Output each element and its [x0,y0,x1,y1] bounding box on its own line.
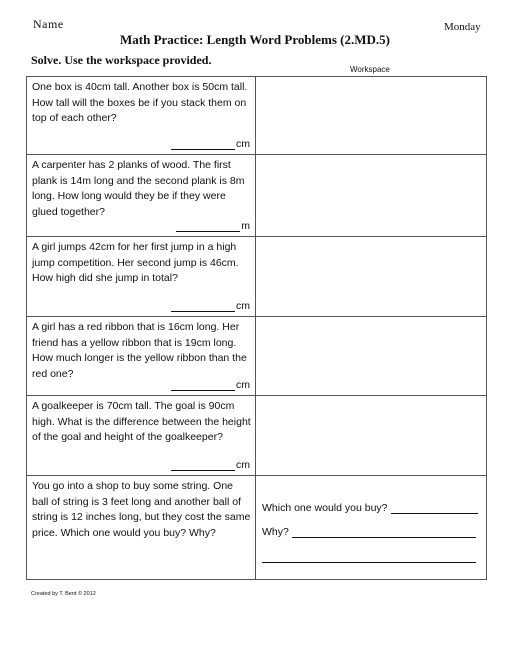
question-text: A girl has a red ribbon that is 16cm long. Her friend has a yellow ribbon that is 19cm long. How much longer is the yellow ribbon than the red one? [32,321,247,380]
question-cell [27,317,256,396]
question-cell [27,476,256,580]
answer-line[interactable] [171,459,250,471]
problem-row [27,237,487,317]
question-text: One box is 40cm tall. Another box is 50cm tall. How tall will the boxes be if you stack them on top of each other? [32,81,248,124]
problem-row [27,77,487,155]
answer-line[interactable] [171,300,250,312]
which-blank[interactable] [391,503,479,514]
workspace-cell[interactable] [256,476,487,580]
workspace-cell[interactable] [256,396,487,476]
which-label: Which one would you buy? [262,502,388,514]
problems-table [26,76,487,580]
problem-row [27,155,487,237]
name-label: Name [33,17,64,31]
worksheet-title: Math Practice: Length Word Problems (2.MD.5) [120,32,390,47]
answer-unit: cm [236,138,250,150]
question-text: A carpenter has 2 planks of wood. The first plank is 14m long and the second plank is 8m long. How long would they be if they were glued together? [32,159,245,218]
answer-unit: cm [236,459,250,471]
answer-blank[interactable] [171,380,235,391]
problem-row [27,476,487,580]
answer-line[interactable] [171,379,250,391]
answer-blank[interactable] [176,221,240,232]
credit-text: Created by T. Bent © 2012 [31,591,96,597]
question-text: You go into a shop to buy some string. One ball of string is 3 feet long and another ball of string is 12 inches long, but they cost the same price. Which one would you buy? Why? [32,480,251,539]
instructions: Solve. Use the workspace provided. [31,53,212,67]
question-text: A goalkeeper is 70cm tall. The goal is 90cm high. What is the difference between the height of the goal and height of the goalkeeper? [32,400,251,443]
question-cell [27,77,256,155]
problem-row [27,317,487,396]
answer-line[interactable] [171,138,250,150]
extra-answer-line[interactable] [262,562,476,563]
workspace-cell[interactable] [256,237,487,317]
why-answer-line[interactable] [262,526,476,538]
answer-unit: cm [236,379,250,391]
answer-unit: cm [236,300,250,312]
question-cell [27,396,256,476]
day-label: Monday [444,21,481,33]
question-cell [27,155,256,237]
question-cell [27,237,256,317]
which-answer-line[interactable] [262,502,478,514]
answer-line[interactable] [176,220,250,232]
answer-unit: m [241,220,250,232]
workspace-cell[interactable] [256,317,487,396]
why-blank[interactable] [292,527,476,538]
workspace-cell[interactable] [256,155,487,237]
why-label: Why? [262,526,289,538]
answer-blank[interactable] [171,139,235,150]
problem-row [27,396,487,476]
workspace-cell[interactable] [256,77,487,155]
workspace-header: Workspace [350,65,390,74]
question-text: A girl jumps 42cm for her first jump in a high jump competition. Her second jump is 46cm. How high did she jump in total? [32,241,239,284]
answer-blank[interactable] [171,301,235,312]
answer-blank[interactable] [171,460,235,471]
